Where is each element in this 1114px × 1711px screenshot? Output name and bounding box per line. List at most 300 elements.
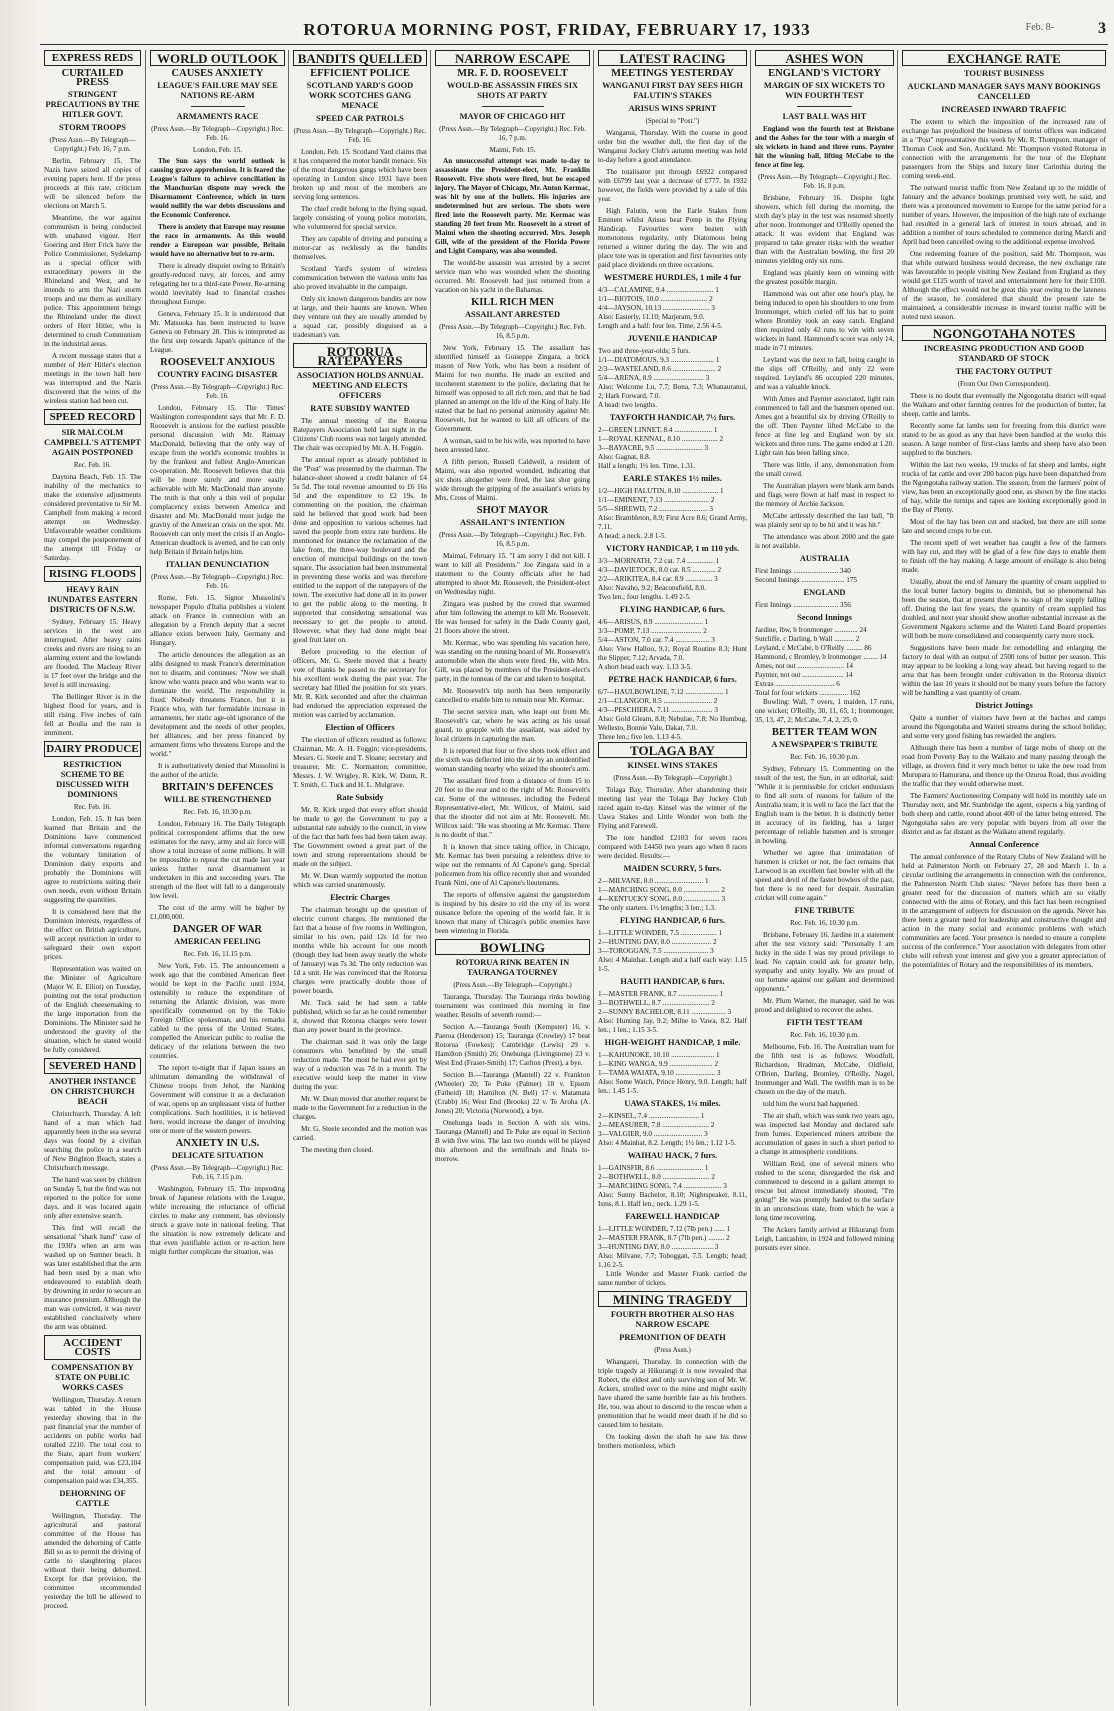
- article-paragraph: Mr. Kermac, who was spending his vacation here, was standing on the running board of Mr. Roosevelt's automobile when the shots were fired. He, with Mrs. Gill, was placed by members of the President-elect's party, in the tonneau of the car and taken to hospital.: [435, 639, 590, 683]
- section-heading: A NEWSPAPER'S TRIBUTE: [771, 740, 878, 749]
- article-paragraph: Rome, Feb. 15. Signor Mussolini's newspaper Popolo d'Italia publishes a violent attack on France in connection with an allegation by a French deputy that a secret alliance exists between Italy, Germany and Hungary.: [150, 594, 285, 647]
- result-line: First Innings ......................... 356: [755, 601, 851, 609]
- article-paragraph: The totalisator put through £6922 compared with £6799 last year a decrease of £777. In 1932 however, the fields were provided by a sale of this year.: [598, 168, 747, 203]
- headline-box: DAIRY PRODUCE: [44, 741, 141, 757]
- headline-box: BANDITS QUELLED: [293, 50, 427, 66]
- article-paragraph: Zingara was pushed by the crowd that swarmed after him following the attempt to kill Mr. Roosevelt. He was housed for safety in the Dade County gaol, 21 floors above the street.: [435, 600, 590, 635]
- subheadline: CURTAILED PRESS: [61, 68, 124, 88]
- article-paragraph: The annual report as already published in the "Post" was presented by the chairman. The balance-sheet showed a credit balance of £4 5s 5d. The total revenue amounted to £6 16s 5d and the expenditure to £2 19s. In commenting on the position, the chairman said he believed that good work had been done and opposition to various schemes had saved the people from extra rate burdens. He mentioned for instance the reclamation of the lake front, the three-way boulevard and the erection of municipal buildings on the town square. The association had been instrumental in preventing these works and was therefore entitled to the support of the ratepayers of the town. The executive had done all in its power to get the public along to the meeting. It supported that considering sensational was necessary to get the people to attend. However, what they had done might bear good fruit later on.: [293, 456, 427, 644]
- section-heading: DEHORNING OF CATTLE: [59, 1489, 126, 1508]
- article-paragraph: The extent to which the imposition of the increased rate of exchange has prejudiced the business of tourist offices was indicated in a "Post" representative this week by Mr. R. Thompson, manager of Thomas Cook and Son, Auckland. Mr. Thompson visited Rotorua in connection with the arrangements for the tour of the Elephant passengers from the Ships and luxury liner Carinthia during the coming week-end.: [902, 118, 1106, 180]
- section-heading: SPEED CAR PATROLS: [316, 114, 404, 123]
- subheadline: DANGER OF WAR: [172, 924, 263, 935]
- article-paragraph: The secret service man, who leapt out from Mr. Roosevelt's car, where he was acting as his usual guard, to grapple with the assailant, was aided by local citizens in capturing the man.: [435, 708, 590, 743]
- result-line: 5/5—SHREWD, 7.2 ........................... 3: [598, 505, 713, 513]
- section-heading: SIR MALCOLM CAMPBELL'S ATTEMPT AGAIN POSTPONED: [44, 428, 141, 457]
- article-paragraph: Within the last two weeks, 19 trucks of fat sheep and lambs, eight trucks of fat cattle and over 200 bacon pigs have been dispatched from the Ngongotaha railway station. The season, from the farmers' point of view, has been an exceptionally good one, as shown by the fine stacks of hay, while the turnips and rapes are looking exceptionally good in the Bay of Plenty.: [902, 461, 1106, 514]
- article-paragraph: Melbourne, Feb. 16. The Australian team for the fifth test is as follows: Woodfull, Richardson, Bradman, McCabe, Oldfield, O'Brien, Darling, Bromley, O'Reilly, Nagel, Ironmonger and Wall. The twelfth man is to be chosen on the day of the match.: [755, 1043, 894, 1096]
- section-heading: VICTORY HANDICAP, 1 m 110 yds.: [605, 544, 740, 553]
- result-line: 1—MASTER FRANK, 8.7 ...................... 1: [598, 990, 724, 998]
- result-line: Also: Gold Gleam, 8.8; Nebulae, 7.8; No Humbug, Wellesto, Bonnie Vale, Dakar, 7.0.: [598, 715, 747, 732]
- article-paragraph: Whangarei, Thursday. In connection with the triple tragedy at Hikurangi it is now revealed that Robert, the eldest and only surviving son of Mr. W. Ackers, strolled over to the mine and might easily have shared the same horrible fate as his brothers. He, too, was about to descend to the rescue when a premonition that he would meet death if he did so caused him to hesitate.: [598, 1358, 747, 1429]
- section-heading: FLYING HANDICAP, 6 furs.: [619, 916, 726, 925]
- dateline: Rec. Feb. 16.: [73, 461, 112, 469]
- result-line: 2—SUNNY BACHELOR, 8.11 ................... 3: [598, 1008, 732, 1016]
- article-paragraph: It is reported that four or five shots took effect and the sixth was deflected into the air by an unidentified woman standing nearby who seized the shooter's arm.: [435, 747, 590, 773]
- result-line: Leyland, c McCabe, b O'Reilly ......... 86: [755, 644, 872, 652]
- article-paragraph: Section B.—Tauranga (Mantell) 22 v. Frankton (Wheeler) 20; Te Puke (Palmer) 18 v. Epsom (Fatheid) 18; Hamilton (N. Bell) 17 v. Matamata (Crabb) 16; West End (Brooks) 22 v. Te Aroha (A. Jones) 20; Victoria (Norwood), a bye.: [435, 1071, 590, 1115]
- dateline: Rec. Feb. 16, 10.30 p.m.: [790, 1031, 859, 1039]
- column-3: [288, 50, 431, 1706]
- article-paragraph: London, February 16. The Daily Telegraph political correspondent affirms that the new estimates for the navy, army and air force will show a total increase of some millions. It will be impossible to repeat the cut made last year unless further naval disarmament is undertaken in this and succeeding years. The strength of the fleet will fall to a dangerously low level.: [150, 820, 285, 900]
- result-line: First Innings ......................... 340: [755, 567, 851, 575]
- article-paragraph: Whether we agree that intimidation of batsmen is cricket or not, the fact remains that Larwood is an excellent fast bowler with all the speed and devil of the faster bowlers of the past, but there is no need for despair. Australian cricket will come again.": [755, 849, 894, 902]
- result-line: Length and a half: four len. Time, 2.56 4-5.: [598, 322, 723, 330]
- result-line: Also: Welcome Lu, 7.7; Bona, 7.3; Whanauranui, 2; Hark Forward, 7.0.: [598, 383, 747, 400]
- section-heading: COMPENSATION BY STATE ON PUBLIC WORKS CASES: [51, 1363, 134, 1392]
- article-paragraph: Tolaga Bay, Thursday. After abandoning their meeting last year the Tolaga Bay Jockey Club raced again to-day. Kinsel was the winner of the Uawa Stakes and Little Wonder won both the Flying and Farewell.: [598, 786, 747, 830]
- section-heading: ARMAMENTS RACE: [176, 112, 259, 121]
- column-5: [593, 50, 751, 1706]
- result-line: Also: Brambleton, 8.9; First Acre 8.6; Grand Army, 7.11.: [598, 514, 747, 531]
- article-paragraph: Scotland Yard's system of wireless communication between the various units has also proved invaluable in the campaign.: [293, 265, 427, 291]
- dateline: (Press Assn.—By Telegraph—Copyright.): [613, 774, 732, 782]
- article-paragraph: This find will recall the sensational "shark hand" case of the 1930's when an arm was washed up on Sumner beach. It was later established that the arm had been used by a man who endeavoured to establish death by drowning in order to secure an insurance premium. Although the man was convicted, it was never established conclusively where the arm was obtained.: [44, 1224, 142, 1331]
- column-1: [40, 50, 145, 1706]
- section-heading: AUCKLAND MANAGER SAYS MANY BOOKINGS CANCELLED: [907, 82, 1101, 101]
- dateline: Rec. Feb. 16, 10.30 p.m.: [790, 753, 859, 761]
- subheadline: KILL RICH MEN: [471, 297, 554, 308]
- article-paragraph: Section A.—Tauranga South (Kempster) 16, v. Paeroa (Henderson) 15; Tauranga (Crowley) 17 beat Rotorua (Fowkes); Cambridge (Lewis) 29 v. Hamilton (Smith) 26; Onehunga (Livingstone) 23 v. West End (Fraser-Smith) 17; Carlton (Prest), a bye.: [435, 1023, 590, 1067]
- place-date: Maimi, Feb. 15.: [489, 146, 536, 154]
- article-paragraph: Wanganui, Thursday. With the course in good order but the weather dull, the first day of the Wanganui Jockey Club's autumn meeting was held to-day before a good attendance.: [598, 129, 747, 164]
- section-heading: LAST BALL WAS HIT: [782, 112, 867, 121]
- article-paragraph: They are capable of driving and pursuing a motor-car as recklessly as the bandits themselves.: [293, 235, 427, 261]
- headline-box: ROTORUA RATEPAYERS: [293, 343, 427, 368]
- section-heading: Annual Conference: [969, 840, 1039, 849]
- headline-box: TOLAGA BAY: [598, 742, 747, 758]
- result-line: 2/1—CLANGOR, 8.5 ........................... 2: [598, 697, 718, 705]
- result-line: Total for four wickets ................ 162: [755, 689, 861, 697]
- article-paragraph: There was little, if any, demonstration from the small crowd.: [755, 461, 894, 478]
- subheadline: CAUSES ANXIETY: [171, 68, 264, 79]
- result-line: 2—MASTER FRANK, 8.7 (7lb pen.) ......... 2: [598, 1234, 730, 1242]
- section-heading: HEAVY RAIN INUNDATES EASTERN DISTRICTS OF N.S.W.: [47, 585, 138, 614]
- article-paragraph: The hand was seen by children on Sunday 5, but the find was not reported to the police for some days, and it was located again only after extensive search.: [44, 1176, 141, 1220]
- section-heading: MARGIN OF SIX WICKETS TO WIN FOURTH TEST: [763, 81, 886, 100]
- result-line: 1/1—EMINENT, 7.13 ......................... 2: [598, 496, 715, 504]
- section-heading: ANOTHER INSTANCE ON CHRISTCHURCH BEACH: [48, 1077, 137, 1106]
- section-heading: RESTRICTION SCHEME TO BE DISCUSSED WITH DOMINIONS: [56, 760, 129, 799]
- dateline: (Press Assn.—By Telegraph—Copyright.) Rec. Feb. 16, 7.15 p.m.: [151, 1164, 284, 1181]
- result-line: Half a length; 1½ len. Time, 1.31.: [598, 462, 696, 470]
- result-line: 3/3—MORNATH, 7.2 cat. 7.4 ............... 1: [598, 557, 720, 565]
- section-heading: WAIHAU HACK, 7 furs.: [627, 1151, 718, 1160]
- dateline: (Press Assn.—By Telegraph—Copyright.) Rec. Feb. 16, 7 p.m.: [439, 125, 586, 142]
- section-heading: Rate Subsidy: [336, 793, 384, 802]
- article-paragraph: Daytona Beach, Feb. 15. The inability of the mechanics to make the extensive adjustments considered preventative to Sir M. Campbell from making a record attempt on Wednesday. Unfavourable weather conditions may compel the postponement of the attempt till Friday or Saturday.: [44, 473, 141, 562]
- section-heading: FIFTH TEST TEAM: [786, 1018, 863, 1027]
- column-4: [430, 50, 594, 1706]
- article-paragraph: The Ackers family arrived at Hikurangi from Leigh, Lancashire, in 1924 and followed mining pursuits ever since.: [755, 1226, 894, 1252]
- result-line: Also: Navaho, 9.2; Beaconsfield, 8.0.: [598, 584, 706, 592]
- lead-paragraph: An unsuccessful attempt was made to-day to assassinate the President-elect, Mr. Franklin Roosevelt. Five shots were fired, but he escaped injury. The Mayor of Chicago, Mr. Anton Kermac, was hit by one of the bullets. His injuries are undetermined but are serious. The shots were fired into the Roosevelt party. Mr. Kermac was standing 20 feet from Mr. Roosevelt in a street of Maimi when the shooting occurred. Mrs. Joseph Gill, wife of the president of the Florida Power and Light Company, was also wounded.: [435, 157, 590, 255]
- section-heading: TAYFORTH HANDICAP, 7½ furs.: [609, 413, 736, 422]
- section-heading: MAYOR OF CHICAGO HIT: [459, 112, 566, 121]
- column-7: [897, 50, 1110, 1706]
- article-paragraph: Wellington, Thursday. A return was tabled in the House yesterday showing that in the past financial year the number of accidents on public works had totalled 2210. The total cost to the State, apart from workers' compensation paid, was £23,104 and the total amount of compensation paid was £34,355.: [44, 1396, 141, 1485]
- result-line: 2/3—WASTELAND, 8.6 ........................ 2: [598, 365, 722, 373]
- article-paragraph: The report to-night that if Japan issues an ultimatum demanding the withdrawal of Chinese troops from Jehol, the Nanking Government will construe it as a declaration of war, opens up an unpleasant vista of further complications. Such hostilities, it is believed here, would increase the danger of involving one or more of the western powers.: [150, 1064, 285, 1135]
- section-heading: FINE TRIBUTE: [794, 906, 855, 915]
- result-line: Also: Sunny Bachelor, 8.10; Nightspeaker, 8.11, Isms, 8.1. Half len.; neck. 1.29 1-5.: [598, 1191, 747, 1208]
- section-heading: MAIDEN SCURRY, 5 furs.: [623, 864, 722, 873]
- result-line: 4/6—ARISUS, 8.9 ........................... 1: [598, 618, 709, 626]
- section-heading: WOULD-BE ASSASSIN FIRES SIX SHOTS AT PARTY: [446, 81, 579, 100]
- result-line: Also: Some Watch, Prince Henry, 9.0. Length; half len.: 1.45 1-5.: [598, 1078, 747, 1095]
- result-line: 4/3—PESCHIERA, 7.11 ....................... 3: [598, 706, 718, 714]
- section-heading: HIGH-WEIGHT HANDICAP, 1 mile.: [604, 1038, 741, 1047]
- dateline: Rec. Feb. 16, 10.30 p.m.: [790, 919, 859, 927]
- article-paragraph: London, Feb. 15. It has been learned that Britain and the Dominions have commenced informal conversations regarding the voluntary limitation of Dominion dairy exports and probably the Dominions will agree to restrictions suiting their own needs, even without Britain suggesting the quantities.: [44, 815, 141, 904]
- section-heading: STORM TROOPS: [59, 123, 126, 132]
- result-line: 3—HUNTING DAY, 8.0 ....................... 3: [598, 1243, 719, 1251]
- article-paragraph: Most of the hay has been cut and stacked, but there are still some late and second crops to be cut.: [902, 518, 1106, 535]
- article-paragraph: The chairman said it was only the large consumers who benefitted by the small reduction made. The most he had ever got by way of a reduction was 7d in a month. The executive would keep the matter in view during the year.: [293, 1038, 427, 1091]
- separator-rule: [191, 106, 245, 107]
- result-line: A head: two lengths.: [598, 401, 658, 409]
- result-line: Also: Gagnat, 8.8.: [598, 453, 651, 461]
- article-paragraph: The cost of the army will be higher by £1,000,000.: [150, 904, 285, 921]
- article-paragraph: Brisbane, February 16. Jardine in a statement after the test victory said: "Personally I am lucky in the side I was my proud privilege to lead. No captain could ask for greater help, sympathy and unity loyally. We are proud of our fortune against our gallant and determined opponents.": [755, 931, 894, 993]
- dateline: Rec. Feb. 16, 10.30 p.m.: [183, 808, 252, 816]
- headline-box: EXCHANGE RATE: [902, 50, 1106, 66]
- section-heading: SCOTLAND YARD'S GOOD WORK SCOTCHES GANG MENACE: [306, 81, 414, 110]
- article-paragraph: Mr. R. Kirk urged that every effort should be made to get the Government to pay a substantial rate subsidy to the council, in view of the fact that bath fees had been taken away. The Government owned a great part of the town and strong representations should be made on the subject.: [293, 806, 427, 868]
- section-heading: RATE SUBSIDY WANTED: [310, 404, 410, 413]
- result-line: Two and three-year-olds; 5 furs.: [598, 347, 691, 355]
- result-line: Also: Easterly, 11.10; Marjeram, 9.0.: [598, 313, 705, 321]
- article-paragraph: Mr. W. Dean warmly supported the motion which was carried unanimously.: [293, 872, 427, 889]
- result-line: Ames, not out .......................... 14: [755, 662, 854, 670]
- article-paragraph: The article denounces the allegation as an alibi designed to mask France's determination not to disarm, and continues: "Now we shall know who wants peace and who wants war to dominate the world. The responsibility is fixed. Nobody threatens France, but it is France who, with her formidable increase in armaments, her static age-old ignorance of the development and the needs of other peoples, her alliances, and her press financed by armament firms who threatens Europe and the world.": [150, 651, 285, 758]
- section-heading: ENGLAND: [803, 588, 846, 597]
- article-paragraph: Geneva, February 15. It is understood that Mr. Matsuoka has been instructed to leave Geneva on February 28. This is interpreted as the first step towards Japan's quittance of the League.: [150, 310, 285, 354]
- section-heading: KINSEL WINS STAKES: [627, 761, 718, 770]
- headline-box: ACCIDENT COSTS: [44, 1335, 141, 1360]
- article-paragraph: Maimai, February 15. "I am sorry I did not kill. I want to kill all Presidents." Joe Zingara said in a statement to the County officials after he had attempted to shoot Mr. Roosevelt, the President-elect on Wednesday night.: [435, 552, 590, 596]
- article-paragraph: The election of officers resulted as follows: Chairman, Mr. A. H. Foggin; vice-presidents, Messrs. G. Steele and T. Sloane; secretary and treasurer, Mr. C. Normanton; committee, Messrs. J. W. Wrigley, R. Kirk, W. Dunn, R. T. Smith, C. Tuck and H. L. Mulgrave.: [293, 736, 427, 789]
- headline-box: BOWLING: [435, 939, 590, 955]
- article-paragraph: Bowling: Wall, 7 overs, 1 maiden, 17 runs, one wicket; O'Reilly, 30, 11, 65, 1; Ironmonger, 35, 13, 47, 2; McCabe, 7.4, 2, 25, 0.: [755, 698, 894, 724]
- article-paragraph: The air shaft, which was sunk two years ago, was inspected last Monday and declared safe from fumes. Experienced miners attribute the accumulation of gases in such a short period to a change in atmospheric conditions.: [755, 1112, 894, 1156]
- article-paragraph: Onehunga leads in Section A with six wins, Tauranga (Mantell) and Te Puke are equal in Section B with five wins. The last two rounds will be played this afternoon and the semifinals and finals to-morrow.: [435, 1119, 590, 1163]
- article-paragraph: Recently some fat lambs sent for freezing from this district were stated to be as good as any that have been handled at the works this season. A large number of first-class lambs and sheep have also been supplied to the butchers.: [902, 422, 1106, 457]
- result-line: Sutcliffe, c Darling, b Wall ........... 2: [755, 635, 860, 643]
- article-paragraph: The chief credit belong to the flying squad, largely consisting of young police motorists, who volunteered for special service.: [293, 205, 427, 231]
- section-heading: INCREASED INWARD TRAFFIC: [941, 105, 1067, 114]
- headline-box: NARROW ESCAPE: [435, 50, 590, 66]
- dateline: (Press Assn.—By Telegraph—Copyright.) Feb. 16, 7 p.m.: [49, 136, 136, 153]
- article-paragraph: A recent message states that a number of Herr Hitler's election meetings in the town hall here was interrupted and the Nazis discovered that the wires of the wireless station had been cut.: [44, 352, 141, 405]
- article-paragraph: A woman, said to be his wife, was reported to have been arrested later.: [435, 437, 590, 454]
- article-paragraph: Although there has been a number of large mobs of sheep on the road from Poverty Bay to the Waikato and many passing through the village, as drovers find it very much better to take the new road from Murupara to Hamurana, and thence up the Ozuroa Road, thus avoiding the traffic that they would otherwise meet.: [902, 744, 1106, 788]
- article-paragraph: The would-be assassin was arrested by a secret service man who was wounded when the shooting occurred. Mr. Roosevelt had just returned from a vacation on his yacht in the Bahamas.: [435, 259, 590, 294]
- article-paragraph: Berlin, February 15. The Nazis have seized all copies of evening papers here. If the press proceeds at this rate, criticism will be silenced before the elections on March 5.: [44, 157, 141, 210]
- result-line: 3—BAYACRE, 9.5 .......................... 3: [598, 444, 709, 452]
- section-heading: AMERICAN FEELING: [174, 937, 261, 946]
- section-heading: PETRE HACK HANDICAP, 6 furs.: [608, 675, 737, 684]
- article-paragraph: A fifth person, Russell Caldwell, a resident of Maimi, was also reported wounded, indicating that six shots altogether were fired, the last shot going wide through the gripping of the assailant's wrists by Mrs. Cross of Maimi.: [435, 458, 590, 502]
- dateline: (Press Assn.—By Telegraph—Copyright.) Rec. Feb. 16.: [293, 127, 427, 144]
- result-line: 1—GAINSFIR, 8.6 .......................... 1: [598, 1164, 709, 1172]
- article-paragraph: Mr. Tuck said he had seen a table published, which so far as he could remember it, showed that Rotorua charges were lower than any power board in the province.: [293, 999, 427, 1034]
- result-line: 2—MILVANE, 8.0 ........................... 1: [598, 877, 709, 885]
- corner-mark: Feb. 8-: [1025, 22, 1054, 33]
- section-heading: COUNTRY FACING DISASTER: [157, 370, 278, 379]
- section-heading: UAWA STAKES, 1¼ miles.: [624, 1099, 721, 1108]
- result-line: 2—MEASURER, 7.8 .......................... 2: [598, 1121, 715, 1129]
- article-paragraph: The chairman brought up the question of electric current charges. He mentioned the fact that a house of five rooms in Wellington, similar to his own, paid 12s 1d for two months while his account for one month (though they had been away nearly the whole of January) was 7s 3d. The only reduction was 1d a unit. He was convinced that the Rotorua charges were practically double those of power boards.: [293, 906, 427, 995]
- section-heading: JUVENILE HANDICAP: [627, 334, 718, 343]
- section-heading: EARLE STAKES 1½ miles.: [623, 474, 722, 483]
- article-paragraph: Sydney, February 15. Heavy services in the west are interrupted. After heavy rains creeks and rivers are rising to an alarming extent and the lowlands are flooded. The Macleay River is 17 feet over the bridge and the level is still increasing.: [44, 618, 141, 689]
- result-line: Also: Hunting Jay, 9.2; Milne to Vawa, 8.2. Half len.; 1 len.; 1.15 3-5.: [598, 1017, 747, 1034]
- dateline: (Press Assn.—By Telegraph—Copyright.) Rec. Feb. 16.: [151, 573, 284, 590]
- article-paragraph: The Bellinger River is in the highest flood for years, and is still rising. Five inches of rain fell at Boulia and the rain is imminent.: [44, 693, 141, 737]
- result-line: A short head each way. 1.13 3-5.: [598, 663, 692, 671]
- result-line: Second Innings ........................ 175: [755, 576, 858, 584]
- dateline: Rec. Feb. 16, 11.15 p.m.: [183, 950, 252, 958]
- result-line: 4—KENTUCKY SONG, 8.0 .................... 3: [598, 895, 726, 903]
- article-paragraph: London, February 15. The Times' Washington correspondent says that Mr. F. D. Roosevelt is anxious for the earliest possible personal discussion with Mr. Ramsay MacDonald, believing that the only way of escape from the world's economic troubles is by the frankest and fullest Anglo-American co-operation. Mr. Roosevelt believes that this will be more surely and more easily achievable with Mr. MacDonald than anyone. The truth is that only a thin veil of popular complacency exists between America and disaster and Mr. MacDonald must judge the gravity of the American crisis on the spot. Mr. Roosevelt can only meet the crisis if an Anglo-American deadlock is averted, and he can only help Britain if Britain helps him.: [150, 404, 285, 556]
- masthead: [0, 0, 1114, 44]
- article-paragraph: Mr. W. Dean moved that another request be made to the Government for a reduction in the charges.: [293, 1095, 427, 1121]
- section-heading: HAUITI HANDICAP, 6 furs.: [620, 977, 725, 986]
- section-heading: Second Innings: [797, 613, 852, 622]
- result-line: Also: 4 Mainhat, 8.2. Length; 1½ len.; 1.12 1-5.: [598, 1139, 736, 1147]
- article-paragraph: Quite a number of visitors have been at the baches and camps around the Ngongotaha and Waiteti streams during the school holiday, and some very good fishing has rewarded the anglers.: [902, 714, 1106, 740]
- section-heading: ROTORUA RINK BEATEN IN TAURANGA TOURNEY: [455, 958, 570, 977]
- article-paragraph: One redeeming feature of the position, said Mr. Thompson, was that while outward business would decrease, the new exchange rate was favourable to people visiting New Zealand from England as they would get £125 worth of travel and entertainment here for their £100. Although the effect would not be great this year owing to the lateness of the season, he considered that should the present rate be maintained, a considerable increase in inward tourist traffic will be noted next season.: [902, 250, 1106, 321]
- result-line: 5/4—ASTON, 7.0 car. 7.4 ................... 3: [598, 636, 715, 644]
- section-heading: ASSAILANT ARRESTED: [464, 310, 561, 319]
- section-heading: Electric Charges: [330, 893, 390, 902]
- dateline: (From Our Own Correspondent).: [957, 380, 1051, 388]
- result-line: 5/4—ARENA, 8.9 ............................ 3: [598, 374, 710, 382]
- masthead-rule: [40, 44, 1108, 45]
- result-line: 6/7—HAULBOWLINE, 7.12 ..................... 1: [598, 688, 729, 696]
- subheadline: ROOSEVELT ANXIOUS: [160, 357, 275, 368]
- section-heading: Election of Officers: [325, 723, 395, 732]
- headline-box: MINING TRAGEDY: [598, 1291, 747, 1307]
- paper-name: ROTORUA MORNING POST, FRIDAY, FEBRUARY 17, 1933: [303, 20, 811, 39]
- result-line: 1—ROYAL KENNAL, 8.10 .................... 2: [598, 435, 724, 443]
- result-line: Also: Milvane, 7.7; Toboggan, 7.5. Length; head; 1.16 2-5.: [598, 1252, 747, 1269]
- article-paragraph: Only six known dangerous bandits are now at large, and their haunts are known. When they venture out they are usually attended by a squad car, possibly disguised as a tradesman's van.: [293, 295, 427, 339]
- article-paragraph: Leyland was the next to fall, being caught in the slips off O'Reilly, and only 22 were required. Leyland's 86 occupied 220 minutes, and was a valuable knock.: [755, 356, 894, 391]
- section-heading: DELICATE SITUATION: [171, 1151, 264, 1160]
- dateline: (Press Assn.—By Telegraph—Copyright.): [453, 981, 572, 989]
- dateline: (Press Assn.—By Telegraph—Copyright.) Rec. Feb. 16.: [151, 383, 284, 400]
- result-line: 1—LITTLE WONDER, 7.12 (7lb pen.) ...... 1: [598, 1225, 731, 1233]
- place-date: London, Feb. 15.: [192, 146, 243, 154]
- result-line: 2—HUNTING DAY, 8.0 ...................... 2: [598, 938, 717, 946]
- section-heading: STRINGENT PRECAUTIONS BY THE HITLER GOVT.: [45, 90, 140, 119]
- subheadline: MR. F. D. ROOSEVELT: [457, 68, 568, 79]
- subheadline: EFFICIENT POLICE: [310, 68, 410, 79]
- result-line: Paynter, not out ....................... 14: [755, 671, 853, 679]
- article-paragraph: Meantime, the war against communism is being conducted with unabated vigour. Herr Goering and Herr Frick have the Police Commissioner, Sydekamp as a special officer with extraordinary powers in the Rhineland and West, and he intends to arm the Nazi storm troops and use them as auxiliary police. This appointment brings the Rhineland under the direct orders of Herr Hitler, who is determined to crush Communism in the industrial areas.: [44, 214, 141, 348]
- column-2: [145, 50, 289, 1706]
- section-heading: LEAGUE'S FAILURE MAY SEE NATIONS RE-ARM: [157, 81, 278, 100]
- section-heading: ASSAILANT'S INTENTION: [460, 518, 565, 527]
- result-line: 1—LITTLE WONDER, 7.5 .................... 1: [598, 929, 723, 937]
- section-heading: THE FACTORY OUTPUT: [955, 367, 1053, 376]
- dateline: (Special to "Post."): [645, 117, 700, 125]
- result-line: 1/1—BIOTOIS, 10.0 .......................... 2: [598, 295, 713, 303]
- separator-rule: [797, 106, 853, 107]
- separator-rule: [482, 106, 544, 107]
- article-paragraph: told him the worst had happened.: [763, 1100, 859, 1108]
- article-paragraph: Brisbane, February 16. Despite light showers, which fell during the morning, the sixth day's play in the test was resumed shortly after noon. Ironmonger and O'Reilly opened the attack. It was evident that England was prepared to take greater risks with the weather than with the Australian bowling, the first 20 minutes yielding only six runs.: [755, 194, 894, 265]
- section-heading: WILL BE STRENGTHENED: [163, 795, 272, 804]
- lead-paragraph: There is anxiety that Europe may resume the race in armaments. As this would render a European war possible, Britain would have no alternative but to re-arm.: [150, 223, 285, 258]
- section-heading: ITALIAN DENUNCIATION: [165, 560, 270, 569]
- result-line: A head; a neck. 2.8 1-5.: [598, 532, 667, 540]
- article-paragraph: London, Feb. 15. Scotland Yard claims that it has conquered the motor bandit menace. Six of the most dangerous gangs which have been operating in London since 1931 have been broken up and most of the members are serving long sentences.: [293, 148, 427, 201]
- article-paragraph: Wellington, Thursday. The agricultural and pastoral committee of the House has amended the dehorning of Cattle Bill so as to permit the driving of cattle to slaughtering places without their being dehorned. Except for that provision, the committee recommended yesterday the bill be allowed to proceed.: [44, 1512, 141, 1610]
- result-line: 3—BOTHWELL, 8.7 .......................... 2: [598, 999, 715, 1007]
- result-line: 1—KAHUNOKE, 10.10 ........................ 1: [598, 1051, 720, 1059]
- section-heading: ASSOCIATION HOLDS ANNUAL MEETING AND ELECTS OFFICERS: [296, 371, 424, 400]
- article-paragraph: The Australian players were blank arm bands and flags were flown at half mast in respect to the memory of Archie Jackson.: [755, 482, 894, 508]
- article-paragraph: Mr. Plum Warner, the manager, said he was proud and delighted to recover the ashes.: [755, 997, 894, 1014]
- headline-box: WORLD OUTLOOK: [150, 50, 285, 66]
- article-paragraph: The tote handled £2103 for seven races compared with £4450 two years ago when 8 races were decided. Results:—: [598, 834, 747, 860]
- article-paragraph: Before proceeding to the election of officers, Mr. G. Steele moved that a hearty vote of thanks be passed to the secretary for his excellent work during the past year. The secretary had filled the position for six years. Mr. R. Kirk seconded and after the chairman had endorsed the appreciation expressed the motion was carried by acclamation.: [293, 648, 427, 719]
- article-paragraph: Little Wonder and Master Frank carried the same number of tickets.: [598, 1270, 747, 1287]
- article-paragraph: It is considered here that the Dominion interests, regardless of the effect on British agriculture, will accept restriction in order to safeguard their own export prices.: [44, 908, 141, 961]
- result-line: Three len.; five len. 1.13 4-5.: [598, 733, 683, 741]
- subheadline: ANXIETY IN U.S.: [175, 1138, 260, 1149]
- article-paragraph: Suggestions have been made for remodelling and enlarging the factory to deal with an output of 2500 tons of butter per season. This may appear to be looking a long way ahead, but having regard to the area that has been brought under cultivation in the Rotorua district within the last 10 years it should not be many years before the factory will be handling a vast quantity of cream.: [902, 644, 1106, 697]
- article-paragraph: The outward tourist traffic from New Zealand up to the middle of January and the advance bookings promised very well, he said, and there was a pronounced movement to Europe for the same period for a number of years. However, the imposition of the high rate of exchange had resulted in a general lack of interest in tours abroad, and in addition a number of tours scheduled to commence during March and April had been cancelled owing to the additional expense involved.: [902, 184, 1106, 246]
- article-paragraph: New York, Feb. 15. The announcement a week ago that the combined American fleet would be kept in the Pacific until 1934, ostensibly to reduce the expenditure of returning the Atlantic division, was more specifically commented on by the Tokio Foreign Office spokesman, and his remarks cabled to the press of the United States, compelled the American public to realise the delicacy of the relations between the two countries.: [150, 962, 285, 1060]
- headline-box: EXPRESS REDS: [44, 50, 141, 66]
- article-paragraph: McCabe artlessly described the last ball, "It was plainly sent up to be hit and it was hit.": [755, 512, 894, 529]
- result-line: Also: View Halloo, 9.1; Royal Routine 8.3; Hunt the Slipper, 7.12; Arvada, 7.0.: [598, 645, 747, 662]
- article-paragraph: Christchurch, Thursday. A left hand of a man which had apparently been in the sea several days was found by a civilian searching the police in a search of New Brighton Beach, states a Christchurch message.: [44, 1110, 141, 1172]
- article-paragraph: The meeting then closed.: [301, 1146, 374, 1154]
- result-line: Extras ................................. 6: [755, 680, 840, 688]
- article-paragraph: Usually, about the end of January the quantity of cream supplied to the local butter factory begins to diminish, but so phenomenal has been the season, that at present there is no sign of the supply falling off. During the last few years, the quantity of cream supplied has doubled, and next year should show another substantial increase as the Government Ngakuru scheme and the Waiteti Land Board properties will both be more consolidated and consequently carry more stock.: [902, 578, 1106, 640]
- subheadline: ENGLAND'S VICTORY: [768, 68, 881, 79]
- result-line: 2—GREEN LINNET, 8.4 ..................... 1: [598, 426, 718, 434]
- result-line: 1—MARCHING SONG, 8.0 .................... 2: [598, 886, 725, 894]
- dateline: (Press Assn.—By Telegraph—Copyright.) Rec. Feb. 16, 8 p.m.: [758, 173, 891, 190]
- result-line: 4/3—DAVIETOCK, 8.0 cat. 8.5 ............. 2: [598, 566, 722, 574]
- article-paragraph: The Farmers' Auctioneering Company will hold its monthly sale on Thursday next, and Mr. Stanbridge the agent, expects a big yarding of both sheep and cattle, round about 400 of the latter being entered. The Ngongotaha sales are very popular with buyers from all over the district and as far distant as the Waikato attend regularly.: [902, 792, 1106, 836]
- article-paragraph: The annual meeting of the Rotorua Ratepayers Association held last night in the Citizens' Club rooms was not largely attended. The chair was occupied by Mr. A. H. Foggin.: [293, 417, 427, 452]
- article-paragraph: It is known that since taking office, in Chicago, Mr. Kermac has been pursuing a relentless drive to wipe out the remnants of Al Capone's gang. Special policemen from his office recently shot and wounded Frank Nitti, one of Al Capone's lieutenants.: [435, 843, 590, 887]
- result-line: 1/1—DIATOMOUS, 9.3 ........................ 1: [598, 356, 720, 364]
- result-line: 2/2—ARIKITEA, 8.4 car. 8.9 ............... 3: [598, 575, 718, 583]
- lead-paragraph: England won the fourth test at Brisbane and the Ashes for the tour with a margin of six wickets in hand and three runs. Paynter hit the winning ball, lifting McCabe to the fence at fine leg.: [755, 125, 894, 169]
- section-heading: FAREWELL HANDICAP: [625, 1212, 720, 1221]
- article-paragraph: The reports of offensive against the gangsterdom is inspired by his desire to rid the city of its worst nuisance before the opening of the world fair. It is known that many of Chicago's public enemies have been wintering in Florida.: [435, 891, 590, 935]
- result-line: Hammond, c Bromley, b Ironmonger ........ 14: [755, 653, 887, 661]
- result-line: Jardine, lbw, b Ironmonger ............. 24: [755, 626, 867, 634]
- result-line: 1—KING WANGA, 9.9 ........................ 2: [598, 1060, 719, 1068]
- headline-box: ASHES WON: [755, 50, 894, 66]
- article-paragraph: Tauranga, Thursday. The Tauranga rinks bowling tournament was continued this morning in fine weather. Results of seventh round:—: [435, 993, 590, 1019]
- article-paragraph: Mr. G. Steele seconded and the motion was carried.: [293, 1125, 427, 1142]
- headline-box: SEVERED HAND: [44, 1058, 141, 1074]
- article-paragraph: The annual conference of the Rotary Clubs of New Zealand will be held at Palmerston North on February 27, 28 and March 1. In a circular outlining the arrangements in connection with the conference, the Palmerston North Club states: "Never before has there been a greater need for the discussion of matters which are so vitally connected with the aims of Rotary, and this fact has been recognised in the arrangement of subjects for discussion on the agenda. Never has there been a greater need for leadership and constructive thought and action in the many social and economic problems with which communities are faced. Your presence is needed to ensure a complete success of the conference." Your association with delegates from other clubs will refresh your interest and give you a greater appreciation of the potentialities of Rotary and the responsibilities of its members.: [902, 853, 1106, 969]
- result-line: 1/2—HIGH FALUTIN, 8.10 .................... 1: [598, 487, 724, 495]
- headline-box: LATEST RACING: [598, 50, 747, 66]
- article-paragraph: William Reid, one of several miners who rushed to the scene, disregarded the risk and commenced to descend in a gallant attempt to rescue but almost immediately shouted, "I'm going!" He was promptly hauled to the surface in an unconscious state, from which he was a long time recovering.: [755, 1160, 894, 1222]
- result-line: 1—TAMA WAIATA, 9.10 ...................... 3: [598, 1069, 721, 1077]
- headline-box: SPEED RECORD: [44, 409, 141, 425]
- page-edge-shadow: [0, 0, 40, 1711]
- result-line: 2—BOTHWELL, 8.0 .......................... 2: [598, 1173, 715, 1181]
- section-heading: District Jottings: [975, 701, 1033, 710]
- section-heading: FOURTH BROTHER ALSO HAS NARROW ESCAPE: [610, 1310, 735, 1329]
- section-heading: WANGANUI FIRST DAY SEES HIGH FALUTIN'S STAKES: [602, 81, 743, 100]
- dateline: (Press Assn.): [654, 1346, 691, 1354]
- article-paragraph: Sydney, February 15. Commenting on the result of the test, the Sun, in an editorial, said: "While it is permissible for cricket enthusiasts to find all sorts of reasons for failure of the Australia team, it is well to face the fact that the English team is the better. It is distinctly better in accuracy of its fielding, has a larger percentage of reliable batsmen and is stronger in bowling.: [755, 765, 894, 845]
- section-heading: TOURIST BUSINESS: [964, 69, 1044, 78]
- article-paragraph: It is authoritatively denied that Mussolini is the author of the article.: [150, 762, 285, 779]
- result-line: 4/3—CALAMINE, 9.4 .......................... 1: [598, 286, 719, 294]
- result-line: Also: 4 Mainhat. Length and a half each way: 1.15 1-5.: [598, 956, 747, 973]
- section-heading: ARISUS WINS SPRINT: [628, 104, 717, 113]
- article-paragraph: On looking down the shaft he saw his three brothers motionless, which: [598, 1433, 747, 1450]
- article-paragraph: High Falutin, won the Earle Stakes from Eminent whilst Arisus beat Pomp in the Flying Handicap. Favourites were beaten with monotonous regularity, only Diatomous being returned a winner during the day. The win and place tote was in operation and first favourites only paid place dividends on three occasions.: [598, 207, 747, 269]
- result-line: 3/3—POMP, 7.13 ............................ 2: [598, 627, 707, 635]
- article-paragraph: With Ames and Paynter associated, light rain commenced to fall and the batsmen opened out. Ames got a beautiful six by driving O'Reilly to the off. Then Paynter lifted McCabe to the fence at fine leg and England won by six wickets and three runs. The game ended at 1.20. Light rain has been falling since.: [755, 395, 894, 457]
- result-line: Two len.; four lengths. 1.49 2-5.: [598, 593, 691, 601]
- article-paragraph: The attendance was about 2000 and the gate is not available.: [755, 533, 894, 550]
- result-line: 3—VALGIER, 9.0 ........................... 3: [598, 1130, 708, 1138]
- section-heading: PREMONITION OF DEATH: [619, 1333, 726, 1342]
- subheadline: SHOT MAYOR: [476, 505, 549, 516]
- article-paragraph: There is already disquiet owing to Britain's greatly-reduced navy, air forces, and army relegating her to a third-rate Power. Re-arming would inevitably lead to financial crashes throughout Europe.: [150, 262, 285, 306]
- lead-paragraph: The Sun says the world outlook is causing grave apprehension. It is feared the League's failure to achieve conciliation in the Manchurian dispute may wreck the Disarmament Conference, which in turn would nullify the war debts discussions and the Economic Conference.: [150, 157, 285, 219]
- section-heading: AUSTRALIA: [799, 554, 850, 563]
- article-paragraph: Hammond was out after one hour's play, he being induced to open his shoulders to one from Ironmonger, which curled off his bat to point where Bromley took an easy catch. England then required only 42 runs to win with seven wickets in hand. Hammond's score was only 14, made in 71 minutes.: [755, 290, 894, 352]
- article-paragraph: New York, February 15. The assailant has identified himself as Guiseppe Zingara, a brick mason of New York, who has been a resident of Maimi for two months. He made an excited and incoherent statement to the police, declaring that he himself was opposed to all rich men, and that he had planned an attempt on the life of the King of Italy. He stated that he had no personal animosity against Mr. Roosevelt, but he wanted to kill all officers of the Government.: [435, 344, 590, 433]
- result-line: 2—KINSEL, 7.4 ............................ 1: [598, 1112, 705, 1120]
- column-6: [750, 50, 898, 1706]
- result-line: 3—TOROGGAN, 7.5 ......................... 3: [598, 947, 714, 955]
- headline-box: RISING FLOODS: [44, 566, 141, 582]
- result-line: 3—MARCHING SONG, 7.4 ..................... 3: [598, 1182, 727, 1190]
- article-paragraph: The recent spell of wet weather has caught a few of the farmers with hay cut, and they will be glad of a few fine days to enable them to finish off the hay making. A large amount of ensilage is also being made.: [902, 539, 1106, 574]
- subheadline: BETTER TEAM WON: [771, 727, 878, 738]
- section-heading: INCREASING PRODUCTION AND GOOD STANDARD OF STOCK: [923, 344, 1085, 363]
- subheadline: BRITAIN'S DEFENCES: [161, 782, 274, 793]
- article-paragraph: England was plainly keen on winning with the greatest possible margin.: [755, 269, 894, 286]
- headline-box: NGONGOTAHA NOTES: [902, 325, 1106, 341]
- page-number: 3: [1098, 20, 1106, 37]
- result-line: The only starters. 1½ lengths; 3 len.; 1.3.: [598, 904, 716, 912]
- article-paragraph: The assailant fired from a distance of from 15 to 20 feet to the rear and to the right of Mr. Roosevelt's car. Some of the witnesses, including the Federal Representative-elect, Mr. Willcox, of Maimi, said that the shooter did not aim at Mr. Roosevelt. Mr. Willcox said: "He was shooting at Mr. Kermac. There is no doubt of that.": [435, 777, 590, 839]
- dateline: (Press Assn.—By Telegraph—Copyright.) Rec. Feb. 16, 8.5 p.m.: [439, 323, 586, 340]
- section-heading: FLYING HANDICAP, 6 furs.: [619, 605, 726, 614]
